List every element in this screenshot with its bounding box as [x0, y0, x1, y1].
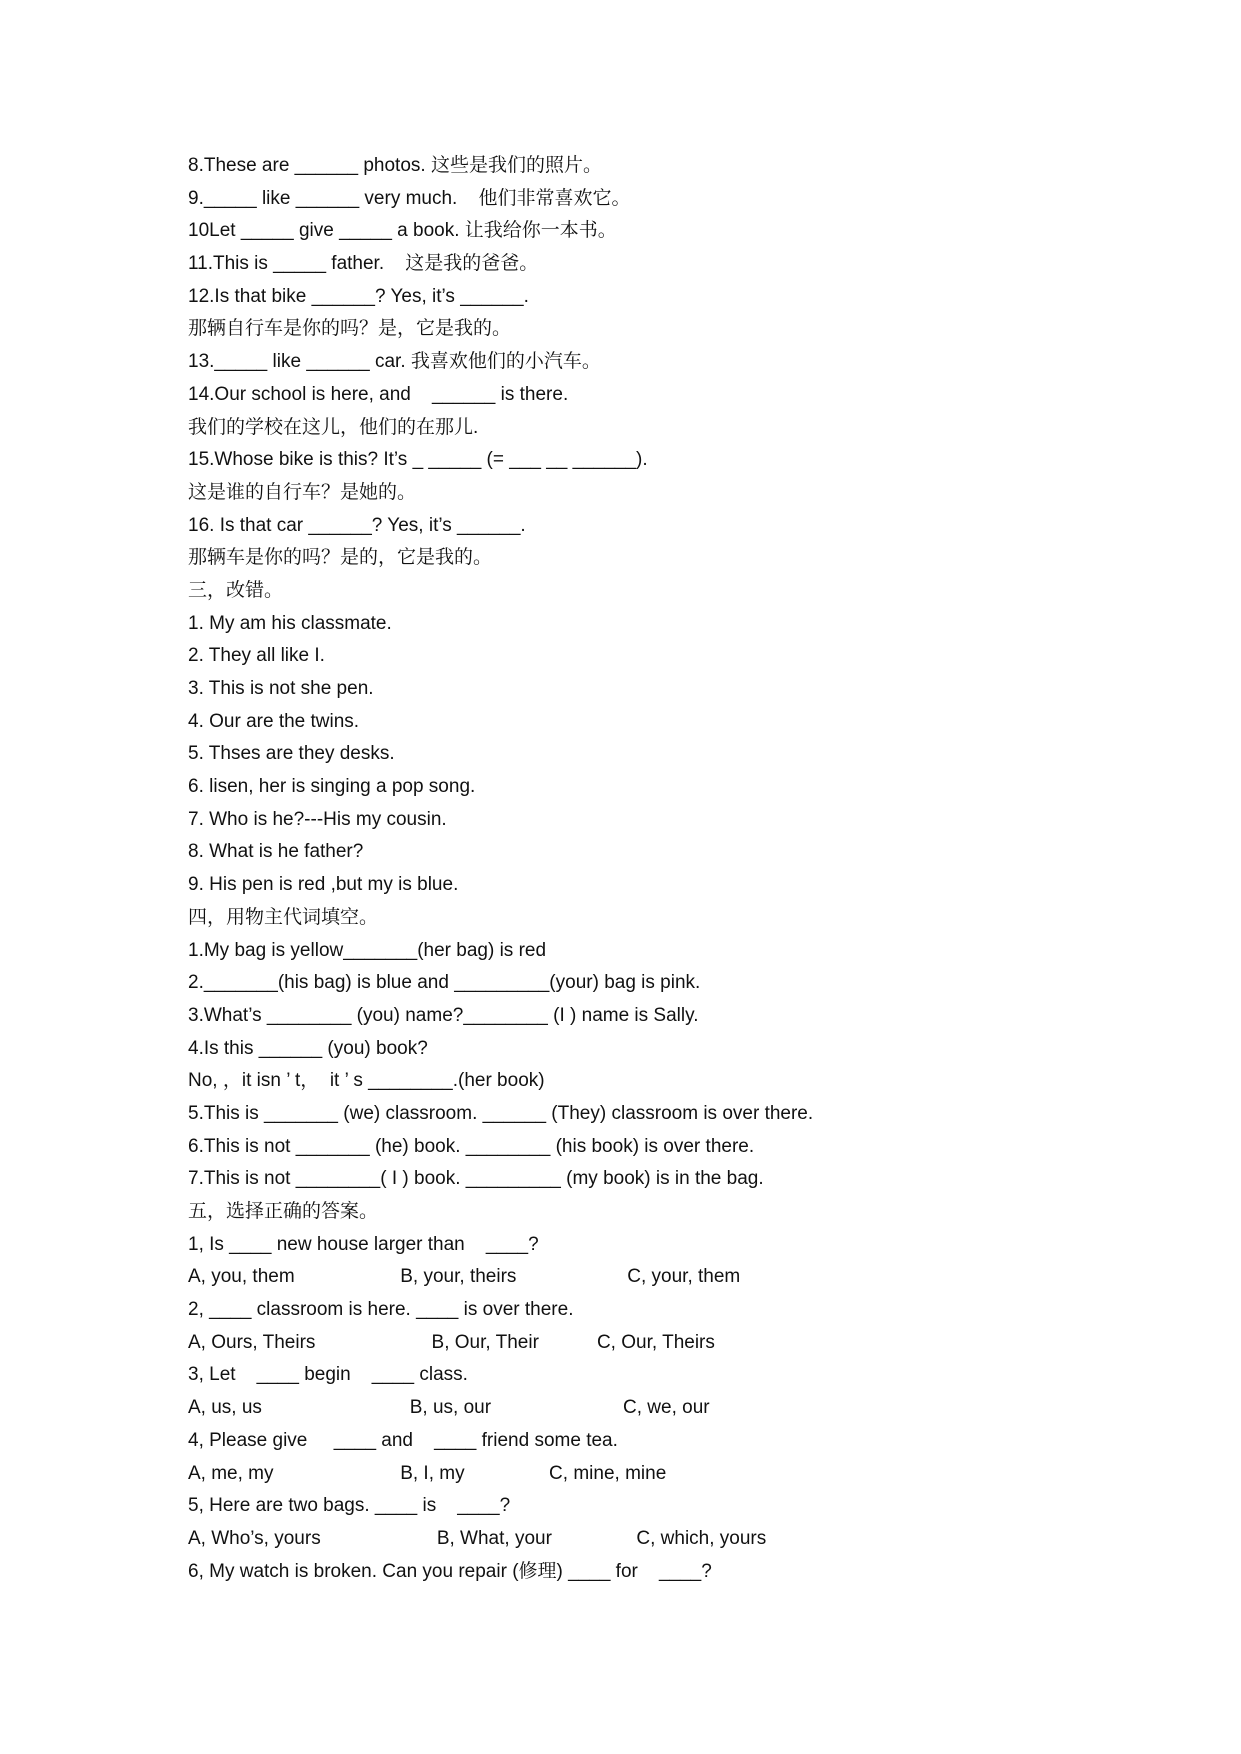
worksheet-line: 15.Whose bike is this? It’s _ _____ (= ___ __ ______). [188, 449, 648, 471]
worksheet-line: 1, Is ____ new house larger than ____? [188, 1233, 539, 1255]
worksheet-line: 4, Please give ____ and ____ friend some tea. [188, 1429, 618, 1451]
worksheet-line: A, you, them B, your, theirs C, your, them [188, 1266, 741, 1288]
worksheet-line: 13._____ like ______ car. 我喜欢他们的小汽车。 [188, 351, 601, 373]
worksheet-line: 5. Thses are they desks. [188, 743, 395, 765]
worksheet-line: 7. Who is he?---His my cousin. [188, 808, 447, 830]
worksheet-line: 14.Our school is here, and ______ is there. [188, 383, 569, 405]
worksheet-body [188, 150, 1068, 1588]
worksheet-line: 6, My watch is broken. Can you repair (修理) ____ for ____? [188, 1560, 712, 1582]
worksheet-line: 我们的学校在这儿，他们的在那儿. [188, 416, 479, 438]
worksheet-line: 四，用物主代词填空。 [188, 906, 379, 928]
worksheet-line: 16. Is that car ______? Yes, it’s ______. [188, 514, 526, 536]
worksheet-line: 3. This is not she pen. [188, 678, 374, 699]
worksheet-line: 8. What is he father? [188, 841, 364, 863]
worksheet-line: 12.Is that bike ______? Yes, it’s ______. [188, 285, 529, 307]
worksheet-line: 五，选择正确的答案。 [188, 1201, 379, 1222]
worksheet-line: 8.These are ______ photos. 这些是我们的照片。 [188, 155, 602, 176]
worksheet-line: 那辆自行车是你的吗？是，它是我的。 [188, 318, 512, 340]
worksheet-line: 11.This is _____ father. 这是我的爸爸。 [188, 253, 539, 275]
worksheet-line: 2. They all like I. [188, 645, 325, 667]
worksheet-line: 2, ____ classroom is here. ____ is over there. [188, 1299, 574, 1321]
worksheet-line: 4.Is this ______ (you) book? [188, 1037, 428, 1059]
worksheet-line: A, Ours, Theirs B, Our, Their C, Our, Theirs [188, 1331, 715, 1353]
worksheet-line: 这是谁的自行车？是她的。 [188, 481, 417, 503]
worksheet-line: 2._______(his bag) is blue and _________(your) bag is pink. [188, 972, 701, 994]
worksheet-line: 10Let _____ give _____ a book. 让我给你一本书。 [188, 220, 617, 242]
worksheet-line: A, us, us B, us, our C, we, our [188, 1397, 710, 1419]
worksheet-line: 那辆车是你的吗？是的，它是我的。 [188, 547, 493, 569]
worksheet-line: 9._____ like ______ very much. 他们非常喜欢它。 [188, 187, 631, 209]
worksheet-line: 3, Let ____ begin ____ class. [188, 1364, 468, 1386]
worksheet-line: 9. His pen is red ,but my is blue. [188, 874, 459, 896]
worksheet-line: A, me, my B, I, my C, mine, mine [188, 1462, 667, 1484]
worksheet-line: 三，改错。 [188, 579, 284, 601]
worksheet-line: 4. Our are the twins. [188, 710, 360, 732]
worksheet-line: No, ，it isn ’ t， it ’ s ________.(her book) [188, 1070, 545, 1092]
worksheet-line: 5, Here are two bags. ____ is ____? [188, 1495, 511, 1517]
worksheet-line: 6. lisen, her is singing a pop song. [188, 776, 476, 798]
worksheet-line: 1. My am his classmate. [188, 612, 392, 634]
worksheet-line: 7.This is not ________( I ) book. _________ (my book) is in the bag. [188, 1168, 764, 1190]
worksheet-line: A, Who’s, yours B, What, your C, which, yours [188, 1527, 767, 1549]
worksheet-line: 3.What’s ________ (you) name?________ (I ) name is Sally. [188, 1004, 699, 1026]
worksheet-line: 5.This is _______ (we) classroom. ______ (They) classroom is over there. [188, 1102, 814, 1124]
worksheet-line: 6.This is not _______ (he) book. ________ (his book) is over there. [188, 1135, 755, 1157]
worksheet-line: 1.My bag is yellow_______(her bag) is red [188, 939, 547, 961]
